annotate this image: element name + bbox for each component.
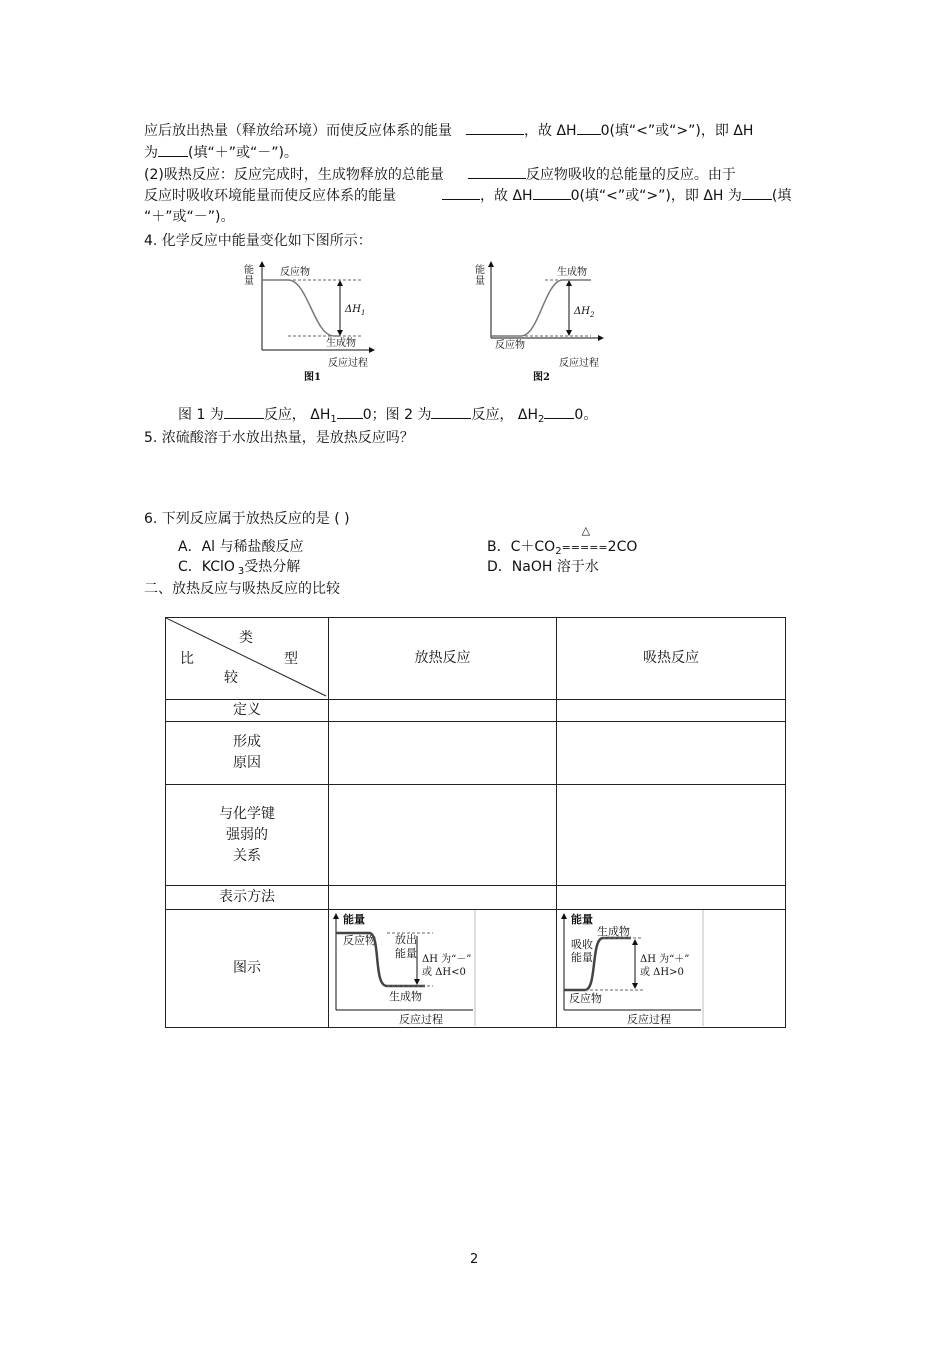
subscript: 3 — [237, 566, 245, 577]
endothermic-diagram-cell — [557, 910, 786, 1028]
table-row — [166, 910, 786, 1028]
corner-cell — [166, 618, 329, 700]
exothermic-diagram-cell — [329, 910, 557, 1028]
text: “＋”或“－”)。 — [144, 209, 235, 225]
text: A．Al 与稀盐酸反应 — [178, 539, 304, 555]
axis-label: 量 — [244, 276, 254, 287]
product-label: 生成物 — [389, 990, 422, 1003]
delta-h-note: 或 ΔH>0 — [640, 967, 684, 978]
text: 为 — [144, 145, 158, 161]
text: 二、放热反应与吸热反应的比较 — [144, 581, 340, 597]
corner-label: 比 — [180, 651, 194, 667]
option-d[interactable] — [487, 556, 599, 576]
fill-blank[interactable] — [431, 406, 471, 419]
text: 反应时吸收环境能量而使反应体系的能量 — [144, 188, 396, 204]
row-label-line: 形成 — [233, 734, 261, 750]
text-line-2 — [144, 142, 298, 162]
text: (填 — [771, 188, 792, 204]
equals-sign: ===== — [561, 541, 608, 554]
option-c[interactable] — [178, 556, 300, 577]
energy-curve — [262, 280, 340, 336]
reactant-label: 反应物 — [569, 992, 602, 1005]
row-label-line: 与化学键 — [219, 805, 275, 822]
question-6 — [144, 508, 350, 528]
fill-blank[interactable] — [466, 122, 524, 135]
text-line-5 — [144, 206, 234, 226]
reactant-label: 反应物 — [343, 934, 376, 947]
text: (填“＋”或“－”)。 — [188, 145, 298, 161]
fill-blank[interactable] — [442, 187, 480, 200]
axis-label: 能量 — [343, 913, 365, 926]
figure-caption: 图1 — [304, 372, 321, 383]
corner-label: 型 — [284, 651, 298, 667]
section-heading — [144, 578, 340, 598]
heat-condition: △ — [581, 524, 591, 537]
delta-h-label: $\Delta H_2$ — [574, 306, 595, 319]
figure-caption: 图2 — [533, 372, 550, 383]
row-label — [166, 785, 329, 886]
endothermic-diagram — [557, 910, 783, 1026]
absorb-label: 能量 — [571, 951, 593, 964]
figure-2-energy-diagram — [465, 258, 610, 386]
subscript: 1 — [330, 414, 337, 425]
text: D．NaOH 溶于水 — [487, 559, 599, 575]
text-line-4 — [144, 185, 791, 205]
column-header-endothermic: 吸热反应 — [557, 618, 786, 700]
reaction-equals — [561, 524, 608, 555]
x-axis-label: 反应过程 — [328, 358, 368, 369]
text-line-3 — [144, 164, 736, 184]
answer-cell[interactable] — [329, 722, 557, 785]
header-row — [166, 618, 786, 700]
x-axis-label: 反应过程 — [627, 1013, 671, 1026]
fill-blank[interactable] — [224, 406, 264, 419]
text: 4. 化学反应中能量变化如下图所示： — [144, 233, 372, 249]
axis-label: 量 — [475, 276, 485, 287]
release-label: 放出 — [395, 933, 417, 946]
question-4-fill — [178, 404, 597, 425]
reactant-label: 反应物 — [280, 267, 310, 278]
subscript: 2 — [555, 546, 562, 557]
row-label-line: 强弱的 — [226, 826, 268, 843]
text: ，故 ΔH — [524, 123, 577, 139]
text: 应后放出热量（释放给环境）而使反应体系的能量 — [144, 123, 452, 139]
row-label: 图示 — [166, 910, 329, 1028]
table-row — [166, 886, 786, 910]
fill-blank[interactable] — [337, 406, 363, 419]
text: 0(填“<”或“>”)，即 ΔH 为 — [570, 188, 742, 204]
absorb-label: 吸收 — [571, 938, 593, 951]
row-label-line: 关系 — [233, 847, 261, 864]
text: 图 1 为 — [178, 407, 224, 423]
corner-label: 类 — [239, 630, 253, 646]
text: (2)吸热反应：反应完成时，生成物释放的总能量 — [144, 167, 444, 183]
row-label: 表示方法 — [166, 886, 329, 910]
text: 0；图 2 为 — [362, 407, 432, 423]
row-label: 定义 — [166, 700, 329, 722]
comparison-table — [165, 617, 786, 1028]
text: 0。 — [574, 407, 598, 423]
fill-blank[interactable] — [544, 406, 574, 419]
question-4 — [144, 230, 372, 250]
option-b[interactable] — [487, 524, 638, 557]
question-5 — [144, 427, 414, 447]
text: 0(填“<”或“>”)，即 ΔH — [600, 123, 754, 139]
table-row — [166, 722, 786, 785]
delta-h-note: ΔH 为“＋” — [640, 954, 690, 965]
text-line-1 — [144, 120, 753, 140]
delta-h-note: ΔH 为“－” — [422, 954, 472, 965]
answer-cell[interactable] — [557, 722, 786, 785]
row-label — [166, 722, 329, 785]
answer-cell[interactable] — [329, 700, 557, 722]
row-label-line: 原因 — [233, 755, 261, 771]
text: 5. 浓硫酸溶于水放出热量，是放热反应吗？ — [144, 430, 414, 446]
x-axis-label: 反应过程 — [559, 358, 599, 369]
fill-blank[interactable] — [533, 187, 571, 200]
page-number: 2 — [470, 1252, 479, 1267]
answer-cell[interactable] — [557, 886, 786, 910]
subscript: 2 — [538, 414, 545, 425]
product-label: 生成物 — [557, 267, 587, 278]
text: 6. 下列反应属于放热反应的是 ( ) — [144, 511, 350, 527]
product-label: 生成物 — [597, 925, 630, 938]
exothermic-diagram — [329, 910, 555, 1026]
text: 2CO — [607, 539, 638, 555]
product-label: 生成物 — [326, 338, 356, 349]
x-axis-label: 反应过程 — [399, 1013, 443, 1026]
answer-cell[interactable] — [557, 785, 786, 886]
axis-label: 能 — [475, 265, 485, 276]
answer-cell[interactable] — [557, 700, 786, 722]
reactant-label: 反应物 — [495, 340, 525, 351]
delta-h-note: 或 ΔH<0 — [422, 967, 466, 978]
fill-blank[interactable] — [577, 122, 601, 135]
option-a[interactable] — [178, 536, 304, 556]
text: ，故 ΔH — [480, 188, 533, 204]
release-label: 能量 — [395, 947, 417, 960]
figure-1-energy-diagram — [236, 258, 376, 386]
text: 反应， ΔH — [263, 407, 331, 423]
answer-cell[interactable] — [329, 886, 557, 910]
fill-blank[interactable] — [158, 144, 188, 157]
delta-h-label: $\Delta H_1$ — [345, 304, 366, 317]
text: 反应， ΔH — [471, 407, 539, 423]
axis-label: 能量 — [571, 913, 593, 926]
corner-label: 较 — [224, 670, 238, 686]
text: B．C＋CO — [487, 539, 556, 555]
axis-label: 能 — [244, 265, 254, 276]
table-row — [166, 700, 786, 722]
text: C．KClO — [178, 559, 235, 575]
column-header-exothermic: 放热反应 — [329, 618, 557, 700]
fill-blank[interactable] — [742, 187, 772, 200]
text: 受热分解 — [244, 559, 301, 575]
table-row — [166, 785, 786, 886]
text: 反应物吸收的总能量的反应。由于 — [525, 167, 736, 183]
fill-blank[interactable] — [468, 166, 526, 179]
answer-cell[interactable] — [329, 785, 557, 886]
